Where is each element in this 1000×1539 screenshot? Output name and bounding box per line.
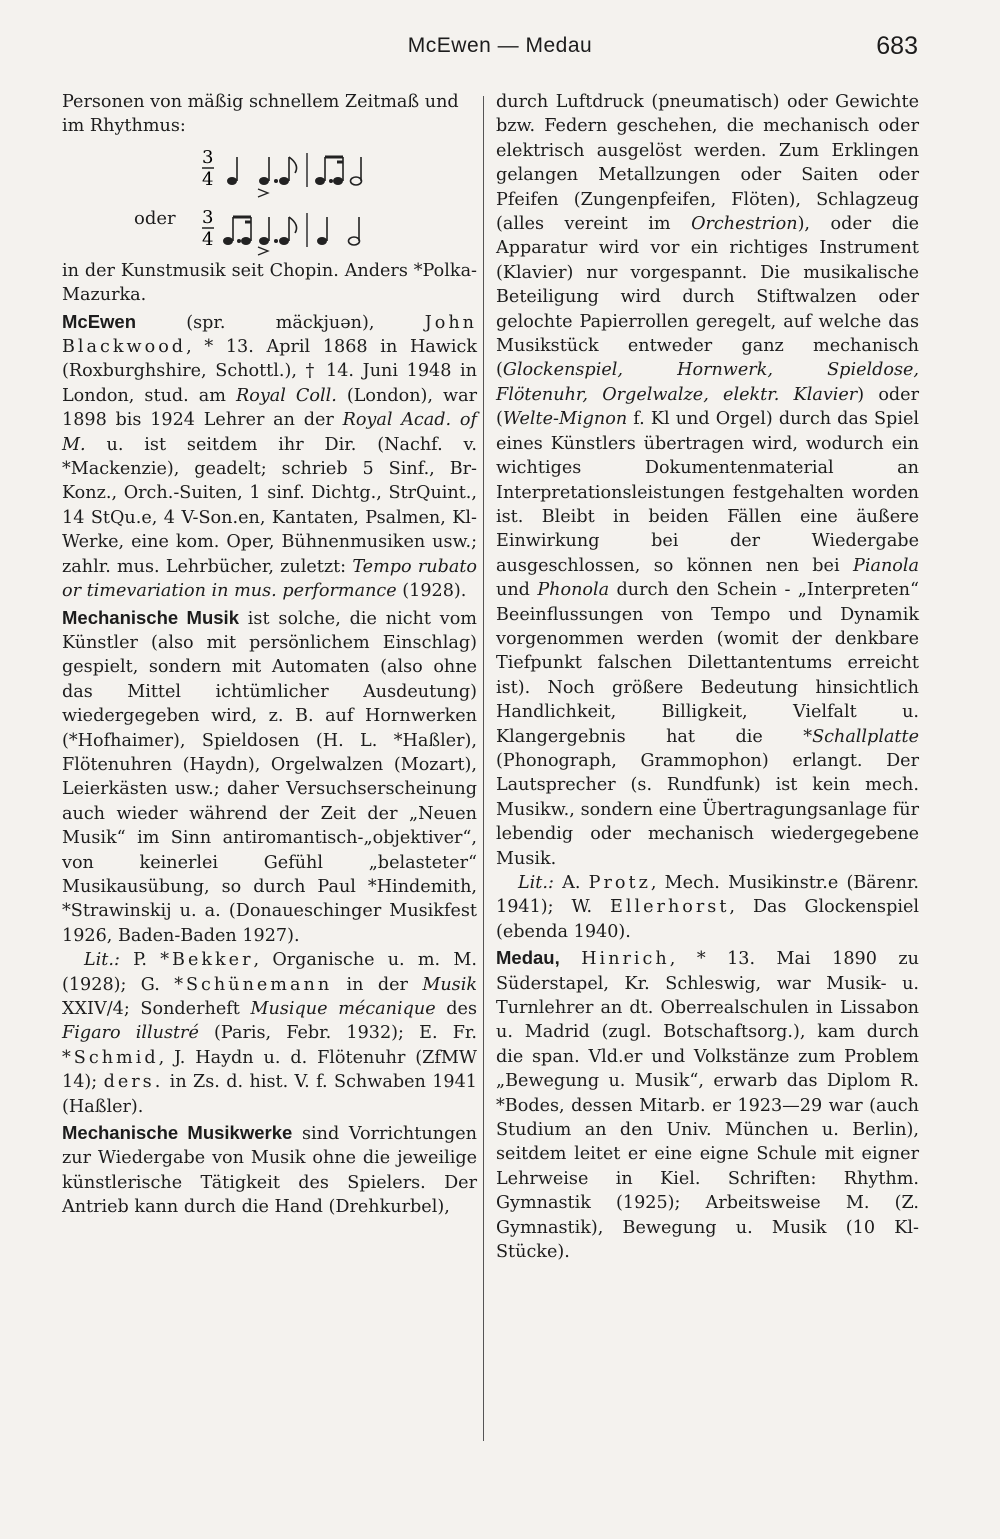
cont-italic: Welte-Mignon — [502, 409, 628, 430]
lit-text: in Zs. d. hist. V. f. Schwaben 1941 (Haßler). — [62, 1072, 477, 1117]
lit-text: , J. Haydn u. d. Flötenuhr (ZfMW 14); — [62, 1047, 477, 1093]
mcewen-text-3: (London), war 1898 bis 1924 Lehrer an der — [62, 385, 477, 431]
rhythm-notation-1 — [192, 143, 452, 201]
polka-end: in der Kunstmusik seit Chopin. Anders *Polka-Mazurka. — [62, 260, 477, 306]
lit-author: *Bekker — [160, 950, 254, 971]
mcewen-italic-3: Tempo rubato or timevariation in mus. performance — [62, 556, 477, 602]
polka-intro: Personen von mäßig schnellem Zeitmaß und im Rhythmus: — [62, 92, 459, 137]
oder-label: oder — [134, 207, 176, 229]
rhythm-example-1 — [62, 139, 477, 197]
lit-author: Ellerhorst — [610, 897, 730, 918]
lit-text: (Paris, Febr. 1932); E. Fr. — [198, 1023, 477, 1044]
cont-italic: Glockenspiel, Hornwerk, Spieldose, Flötenuhr, Orgelwalze, elektr. Klavier — [496, 360, 919, 405]
mech-musik-text: ist solche, die nicht vom Künstler (also mit persönlichem Einschlag) gespielt, sondern mit Automaten (also ohne das Mittel ichtümlicher Ausdeutung) wiedergegeben wird, z. B. auf Hornwerken (*Hofhaimer), Spieldosen (H. L. *Haßler), Flötenuhren (Haydn), Orgelwalzen (Mozart), Leierkästen usw.; daher Versuchserscheinung auch wieder während der Zeit der „Neuen Musik“ im Sinn antiromantisch-„objektiver“, von keinerlei Gefühl „belasteter“ Musikausübung, so durch Paul *Hindemith, *Strawinskij u. a. (Donaueschinger Musikfest 1926, Baden-Baden 1927). — [62, 608, 477, 946]
mcewen-firstname: John Blackwood — [62, 312, 477, 358]
lit-text: des — [435, 999, 477, 1019]
cont-text: durch den Schein - „Interpreten“ Beeinflussungen von Tempo und Dynamik vorgenommen werden (womit der denkbare Tiefpunkt falschen Dilettantentums erreicht ist). Noch größere Bedeutung hinsichtlich Handlichkeit, Billigkeit, Vielfalt u. Klangergebnis hat die — [496, 580, 919, 747]
cont-italic: *Schallplatte — [803, 726, 919, 747]
entry-medau — [496, 946, 919, 1264]
time-sig-top: 3 — [202, 146, 214, 168]
lit-text: , Das Glockenspiel (ebenda 1940). — [496, 897, 919, 942]
mcewen-italic-2: Royal Acad. of M. — [62, 410, 477, 455]
rhythm-example-2 — [62, 197, 477, 259]
mech-werke-literature — [496, 871, 919, 944]
cont-text: (Phonograph, Grammophon) erlangt. Der Lautsprecher (s. Rundfunk) ist kein mech. Musikw., sondern eine Übertragungsanlage für lebendig oder mechanisch wiedergegebene Musik. — [496, 750, 919, 869]
time-sig-top-2: 3 — [202, 206, 214, 228]
headword-mechanische-musik: Mechanische Musik — [62, 606, 239, 628]
headword-medau: Medau, — [496, 947, 560, 969]
cont-italic: Pianola — [853, 555, 919, 576]
lit-text: A. — [553, 873, 589, 893]
cont-text: ), oder die Apparatur wird vor ein richtiges Instrument (Klavier) nur vorgespannt. Die musikalische Beteiligung wird durch Stiftwalzen oder gelochte Papierrollen geregelt, auf welche das Musikstück entweder ganz mechanisch ( — [496, 214, 919, 381]
time-sig-bottom: 4 — [202, 168, 214, 190]
lit-author: *Schmid — [62, 1047, 159, 1068]
mcewen-text-1: (spr. mäckjuən), — [136, 312, 425, 333]
column-divider — [483, 96, 484, 1441]
cont-text: durch Luftdruck (pneumatisch) oder Gewichte bzw. Federn geschehen, die mechanisch oder elektrisch ausgelöst werden. Zum Erklingen gelangen Metallzungen oder Saiten oder Pfeifen (Zungenpfeifen, Flöten), Schlagzeug (alles vereint im — [496, 92, 919, 235]
headword-mcewen: McEwen — [62, 310, 137, 332]
lit-author: *Schünemann — [174, 974, 333, 995]
mech-musik-literature — [62, 948, 477, 1119]
lit-label: Lit.: — [84, 950, 120, 971]
time-sig-bottom-2: 4 — [202, 228, 214, 250]
right-column — [496, 90, 919, 1265]
medau-text: , * 13. Mai 1890 zu Süderstapel, Kr. Schleswig, war Musik- u. Turnlehrer an dt. Oberrealschulen in Lissabon u. Madrid (zugl. Botschaftsorg.), kam durch die span. Vld.er und Volkstänze zum Problem „Bewegung u. Musik“, erwarb das Diplom R. *Bodes, dessen Mitarb. er 1923—29 war (auch Studium an den Univ. München u. Berlin), seitdem leitet er eine eigne Schule mit eigner Lehrweise in Kiel. Schriften: Rhythm. Gymnastik (1925); Arbeitsweise M. (Z. Gymnastik), Bewegung u. Musik (10 Kl-Stücke). — [496, 949, 920, 1263]
lit-label: Lit.: — [518, 873, 554, 893]
lit-title: Musique mécanique — [250, 999, 436, 1019]
lit-text: P. — [119, 950, 161, 971]
cont-text: und — [496, 580, 538, 601]
cont-italic: Phonola — [537, 580, 610, 601]
running-header: McEwen — Medau — [407, 34, 593, 57]
lit-text: , Organische u. m. M. (1928); G. — [62, 950, 477, 995]
mcewen-text-4: u. ist seitdem ihr Dir. (Nachf. v. *Mackenzie), geadelt; schrieb 5 Sinf., Br-Konz., Orch.-Suiten, 1 sinf. Dichtg., StrQuint., 14 StQu.e, 4 V-Son.en, Kantaten, Psalmen, Kl-Werke, eine kom. Oper, Bühnenmusiken usw.; zahlr. mus. Lehrbücher, zuletzt: — [62, 434, 477, 577]
lit-text: XXIV/4; Sonderheft — [62, 999, 251, 1019]
cont-italic: Orchestrion — [691, 214, 798, 235]
entry-mechanische-musikwerke — [62, 1121, 477, 1220]
lit-title: Figaro illustré — [62, 1023, 199, 1044]
lit-author: ders. — [103, 1072, 164, 1093]
lit-text: in der — [332, 974, 423, 995]
entry-mechanische-musik — [62, 606, 477, 949]
mcewen-text-5: (1928). — [396, 581, 467, 602]
lit-title: Musik — [422, 974, 477, 995]
rhythm-notation-2 — [192, 197, 452, 259]
page-number: 683 — [876, 32, 918, 60]
entry-mcewen — [62, 310, 477, 604]
mcewen-italic-1: Royal Coll. — [235, 385, 337, 406]
mech-werke-text: sind Vorrichtungen zur Wiedergabe von Musik ohne die jeweilige künstlerische Tätigkeit des Spielers. Der Antrieb kann durch die Hand (Drehkurbel), — [62, 1124, 477, 1218]
medau-firstname: Hinrich — [581, 949, 670, 970]
cont-text: f. Kl und Orgel) durch das Spiel eines Künstlers übertragen wird, wodurch ein wichtiges Dokumentenmaterial an Interpretationsleistungen festgehalten worden ist. Bleibt in beiden Fällen eine äußere Einwirkung bei der Wiedergabe ausgeschlossen, so können nen bei — [496, 409, 919, 576]
lit-text: , Mech. Musikinstr.e (Bärenr. 1941); W. — [496, 873, 920, 918]
mcewen-text-2: , * 13. April 1868 in Hawick (Roxburghshire, Schottl.), † 14. Juni 1948 in London, stud. am — [62, 337, 477, 406]
cont-text: ) oder ( — [496, 384, 919, 430]
left-column — [62, 90, 477, 1220]
lit-author: Protz — [588, 873, 651, 893]
headword-mechanische-musikwerke: Mechanische Musikwerke — [62, 1122, 293, 1144]
mech-werke-continued — [496, 90, 919, 871]
